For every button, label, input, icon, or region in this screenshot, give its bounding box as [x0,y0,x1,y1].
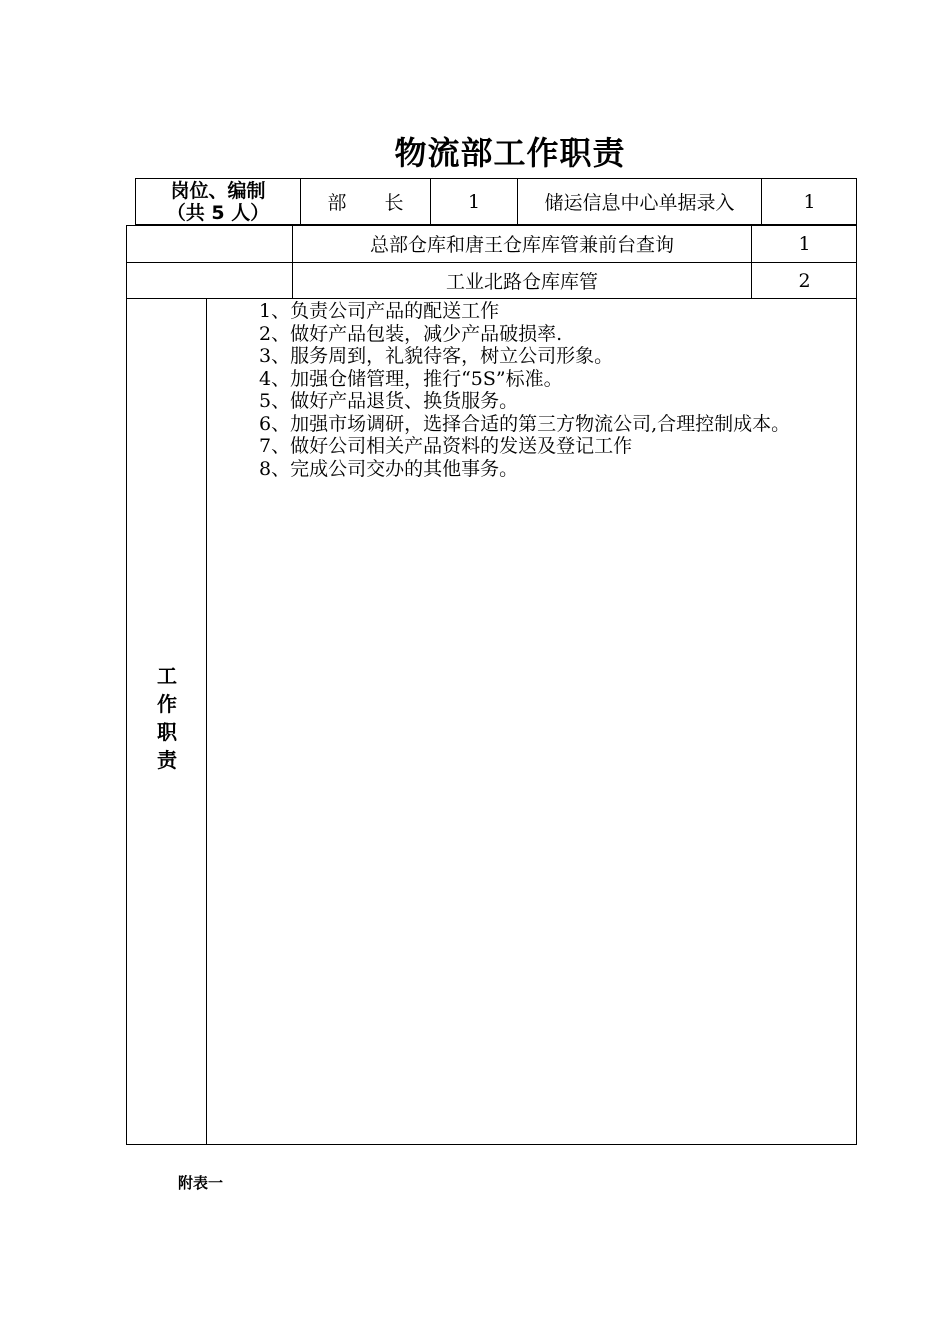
duties-label-char: 作 [157,692,177,716]
duty-item: 5、做好产品退货、换货服务。 [259,390,519,412]
duty-item: 8、完成公司交办的其他事务。 [259,457,519,480]
appendix-label: 附表一 [178,1174,224,1192]
role-data-entry-name: 储运信息中心单据录入 [544,192,735,214]
duty-item: 1、负责公司产品的配送工作 [259,300,500,322]
duty-item: 6、加强市场调研，选择合适的第三方物流公司,合理控制成本。 [259,412,791,435]
role-warehouse-north-name: 工业北路仓库库管 [445,271,598,293]
duties-label-char: 责 [157,748,177,772]
role-data-entry-count: 1 [803,190,816,213]
duty-item: 7、做好公司相关产品资料的发送及登记工作 [259,435,633,457]
page-title: 物流部工作职责 [394,134,626,172]
post-quota-line1: 岗位、编制 [170,179,266,202]
role-director-count: 1 [467,190,481,213]
duties-label-char: 职 [157,720,177,744]
role-warehouse-hq-count: 1 [798,232,811,255]
duties-list [214,300,852,480]
duty-item: 2、做好产品包装，减少产品破损率. [259,322,563,345]
duties-label [128,662,206,774]
duty-item: 3、服务周到，礼貌待客，树立公司形象。 [259,345,614,367]
role-warehouse-hq-name: 总部仓库和唐王仓库库管兼前台查询 [369,234,674,256]
post-quota-line2: （共 5 人） [166,201,270,224]
role-director-name: 部 长 [327,192,404,214]
role-warehouse-north-count: 2 [798,269,811,292]
duties-label-char: 工 [157,664,177,688]
post-quota-header [135,178,301,225]
duty-item: 4、加强仓储管理，推行“5S”标准。 [259,367,563,390]
